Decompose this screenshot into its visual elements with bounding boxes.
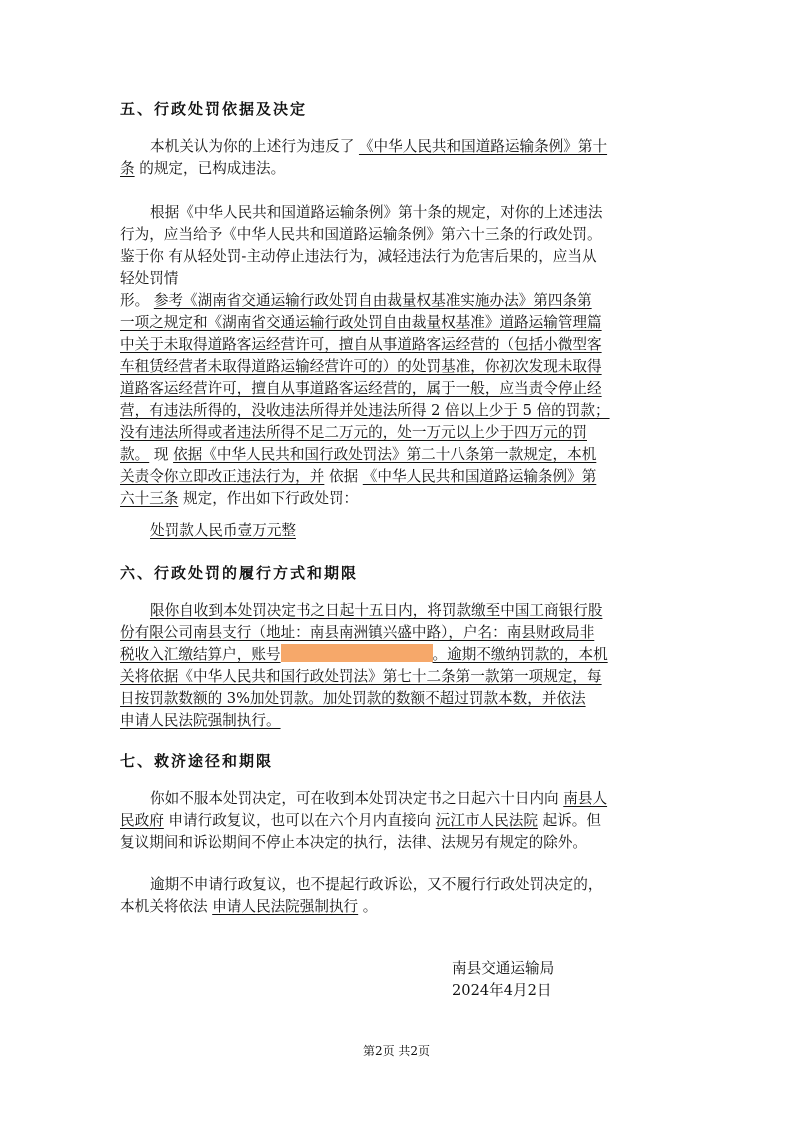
law-reference: 《中华人民共和国道路运输条例》第十 — [358, 138, 608, 155]
law-reference: 《中华人民共和国道路运输条例》第 — [362, 468, 597, 485]
text: 行为，应当给予《中华人民共和国道路运输条例》第六十三条的行政处罚。 — [120, 226, 602, 243]
payment-text: 日按罚款数额的 3%加处罚款。加处罚款的数额不超过罚款本数，并依法 — [120, 690, 586, 707]
section-6-heading: 六、行政处罚的履行方式和期限 — [120, 564, 359, 582]
basis-text: 关责令你立即改正违法行为，并 — [120, 468, 325, 485]
law-reference: 六十三条 — [120, 490, 179, 507]
basis-text: 参考《湖南省交通运输行政处罚自由裁量权基准实施办法》第四条第 — [153, 292, 592, 309]
text: 根据《中华人民共和国道路运输条例》第十条的规定，对你的上述违法 — [150, 204, 603, 221]
text: 的规定，已构成违法。 — [134, 160, 286, 177]
penalty-amount: 处罚款人民币壹万元整 — [150, 522, 296, 539]
text: 你如不服本处罚决定，可在收到本处罚决定书之日起六十日内向 — [150, 790, 564, 807]
text: 申请行政复议，也可以在六个月内直接向 — [163, 812, 436, 829]
payment-text: 份有限公司南县支行（地址：南县南洲镇兴盛中路），户名：南县财政局非 — [120, 624, 595, 641]
signature-block — [452, 958, 554, 1002]
text: 起诉。但 — [537, 812, 601, 829]
payment-text: 。逾期不缴纳罚款的，本机 — [432, 646, 608, 663]
basis-text: 依据《中华人民共和国行政处罚法》第二十八条第一款规定，本机 — [173, 446, 597, 463]
text: 复议期间和诉讼期间不停止本决定的执行，法律、法规另有规定的除外。 — [120, 834, 588, 851]
basis-text: 营，有违法所得的，没收违法所得并处违法所得 2 倍以上少于 5 倍的罚款； — [120, 402, 610, 419]
text: 规定，作出如下行政处罚： — [178, 490, 359, 507]
payment-text: 限你自收到本处罚决定书之日起十五日内，将罚款缴至中国工商银行股 — [150, 602, 603, 619]
redacted-account-number — [281, 644, 433, 662]
basis-text: 车租赁经营者未取得道路运输经营许可的）的处罚基准，你初次发现未取得 — [120, 358, 602, 375]
court-name: 沅江市人民法院 — [435, 812, 538, 829]
text: 依据 — [324, 468, 363, 485]
section-5-heading: 五、行政处罚依据及决定 — [120, 100, 308, 118]
basis-text: 款。 — [120, 446, 150, 463]
section-5-paragraph-2 — [120, 202, 675, 510]
page-number-footer: 第2页 共2页 — [362, 1044, 431, 1058]
enforcement-text: 申请人民法院强制执行 — [212, 898, 359, 915]
text: 现 — [149, 446, 174, 463]
payment-text: 税收入汇缴结算户，账号 — [120, 646, 281, 663]
text: 鉴于你 有从轻处罚-主动停止违法行为，减轻违法行为危害后果的，应当从 — [120, 248, 597, 265]
penalty-decision — [120, 520, 675, 542]
law-reference: 条 — [120, 160, 135, 177]
section-7-paragraph-2 — [120, 874, 675, 918]
text: 轻处罚情 — [120, 270, 179, 287]
basis-text: 一项之规定和《湖南省交通运输行政处罚自由裁量权基准》道路运输管理篇 — [120, 314, 602, 331]
section-7-paragraph-1 — [120, 788, 675, 854]
issue-date: 2024年4月2日 — [452, 982, 552, 999]
issuing-organization: 南县交通运输局 — [452, 960, 555, 977]
basis-text: 中关于未取得道路客运经营许可，擅自从事道路客运经营的（包括小微型客 — [120, 336, 602, 353]
review-authority: 民政府 — [120, 812, 164, 829]
text: 逾期不申请行政复议，也不提起行政诉讼，又不履行行政处罚决定的， — [150, 876, 603, 893]
text: 本机关将依法 — [120, 898, 213, 915]
basis-text: 道路客运经营许可，擅自从事道路客运经营的，属于一般，应当责令停止经 — [120, 380, 602, 397]
review-authority: 南县人 — [563, 790, 608, 807]
basis-text: 没有违法所得或者违法所得不足二万元的，处一万元以上少于四万元的罚 — [120, 424, 588, 441]
payment-text: 申请人民法院强制执行。 — [120, 712, 281, 729]
section-6-paragraph — [120, 600, 675, 732]
text: 形。 — [120, 292, 154, 309]
payment-text: 关将依据《中华人民共和国行政处罚法》第七十二条第一款第一项规定，每 — [120, 668, 602, 685]
section-5-paragraph-1 — [120, 136, 675, 180]
text: 本机关认为你的上述行为违反了 — [150, 138, 359, 155]
text: 。 — [358, 898, 378, 915]
section-7-heading: 七、救济途径和期限 — [120, 752, 274, 770]
